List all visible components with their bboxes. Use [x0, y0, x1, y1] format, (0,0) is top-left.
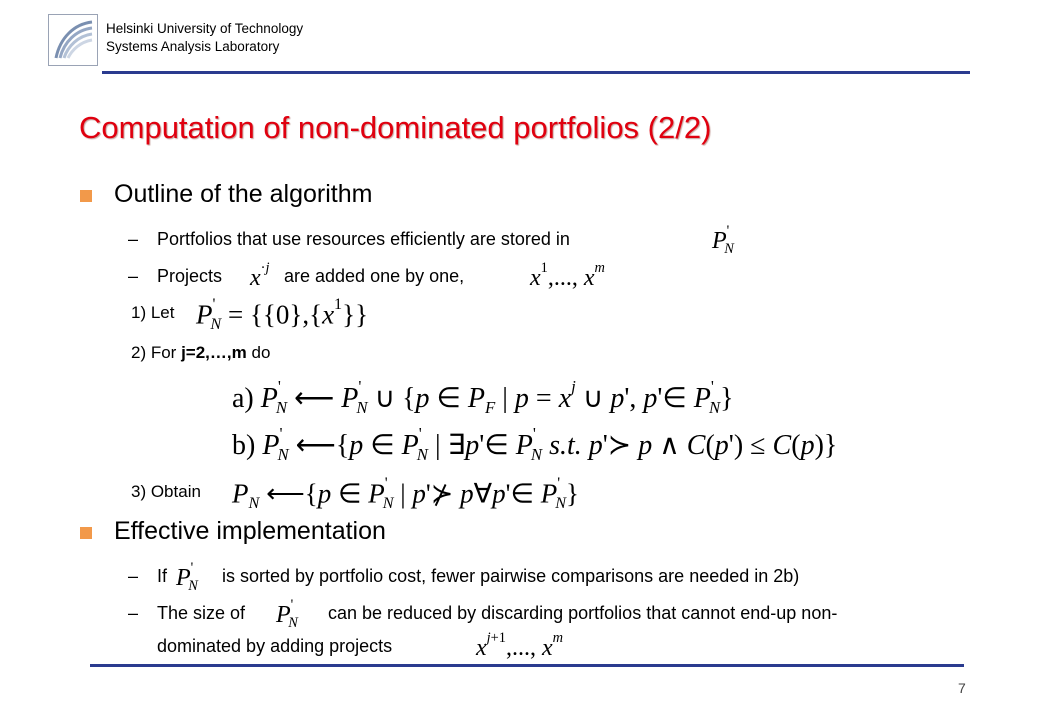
outline-bullet-2b: are added one by one,: [284, 266, 465, 286]
outline-bullet-2a: Projects: [157, 266, 223, 286]
math-step1-formula: $P'_N = \{\{0\},\{x^1\}\}$: [196, 295, 369, 334]
dash-marker: –: [128, 266, 139, 286]
step-2-range: j=2,…,m: [181, 343, 247, 362]
university-logo: [48, 14, 98, 66]
math-step2a-formula: a) $P'_N$ ⟵ $P'_N$ ∪ {p ∈ $P_F$ | $p = x^j$ ∪ p', p'∈ $P'_N$}: [232, 377, 734, 417]
impl-bullet-2c: dominated by adding projects: [157, 636, 393, 656]
header-rule: [102, 71, 970, 74]
dash-marker: –: [128, 566, 139, 586]
institution-name: [106, 20, 303, 56]
footer-rule: [90, 664, 964, 667]
math-PN-prime: $P'_N$: [176, 560, 198, 594]
bullet-square-icon: [80, 190, 92, 202]
institution-line-1: Helsinki University of Technology: [106, 21, 304, 36]
step-2-text-a: 2) For: [131, 343, 177, 362]
outline-bullet-1: Portfolios that use resources efficiently are stored in: [157, 229, 570, 249]
impl-bullet-2a: The size of: [157, 603, 246, 623]
step-2-text-b: do: [251, 343, 271, 362]
step-2-label: [131, 343, 270, 363]
math-xj: $x^{\cdot j}$: [250, 260, 270, 291]
math-PN-prime: $P'_N$: [276, 597, 298, 631]
impl-bullet-1a: If: [157, 566, 168, 586]
math-PN-prime: $P'_N$: [712, 223, 734, 257]
bullet-square-icon: [80, 527, 92, 539]
section-heading-implementation: Effective implementation: [114, 517, 386, 545]
section-heading-outline: Outline of the algorithm: [114, 180, 373, 208]
slide-title: Computation of non-dominated portfolios (2/2): [79, 110, 712, 145]
math-step3-formula: $P_N$ ⟵{p ∈ $P'_N$ | p'⊁ p∀p'∈ $P'_N$}: [232, 474, 579, 513]
math-xj1-to-xm: $x^{j+1}$,..., $x^m$: [476, 630, 564, 661]
dash-marker: –: [128, 229, 139, 249]
math-step2b-formula: b) $P'_N$ ⟵{p ∈ $P'_N$ | ∃p'∈ $P'_N$ s.t. p'≻ p ∧ C(p') ≤ C(p)}: [232, 424, 838, 464]
step-3-label: 3) Obtain: [131, 482, 201, 501]
institution-line-2: Systems Analysis Laboratory: [106, 39, 280, 54]
math-x1-to-xm: $x^1$,..., $x^m$: [530, 260, 605, 291]
dash-marker: –: [128, 603, 139, 623]
page-number: 7: [958, 680, 966, 696]
impl-bullet-2b: can be reduced by discarding portfolios that cannot end-up non-: [328, 603, 838, 623]
step-1-label: 1) Let: [131, 303, 175, 322]
impl-bullet-1b: is sorted by portfolio cost, fewer pairwise comparisons are needed in 2b): [222, 566, 800, 586]
